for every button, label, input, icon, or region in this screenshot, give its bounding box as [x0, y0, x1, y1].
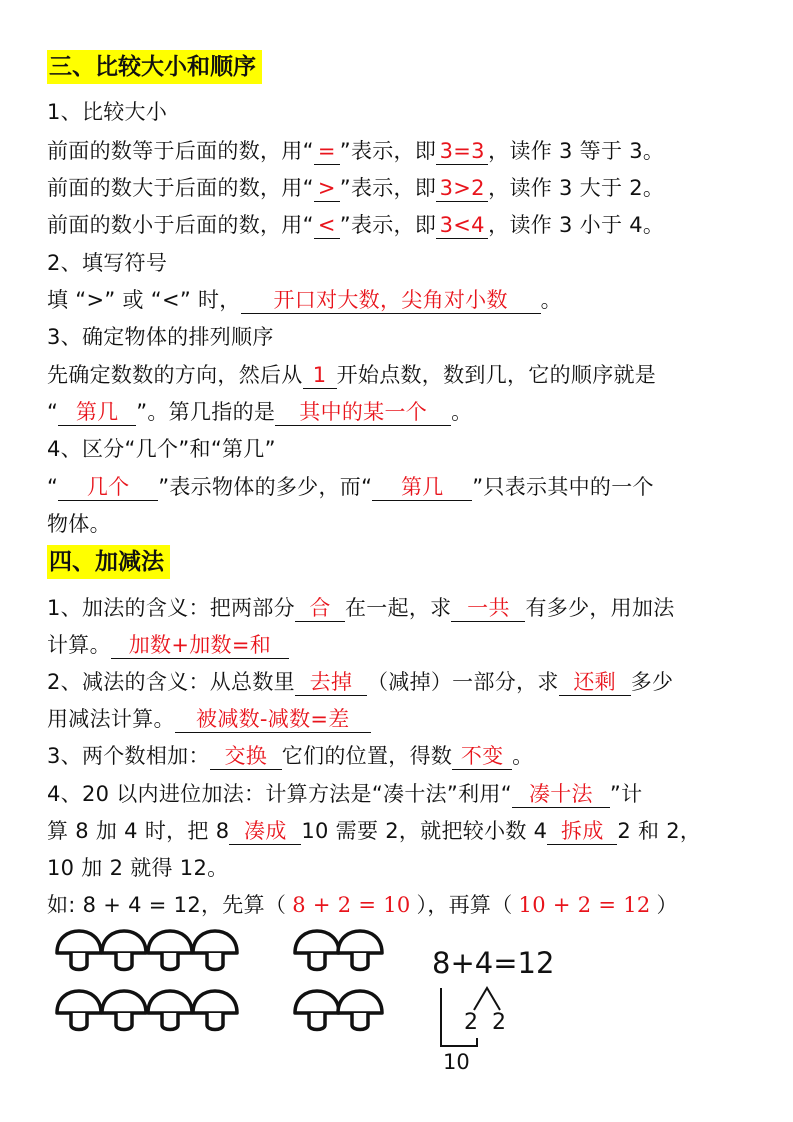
line-text: （减掉）一部分，求 — [366, 670, 559, 694]
answer-blank: > — [314, 175, 340, 202]
sub2-title: 2、填写符号 — [47, 251, 168, 275]
line-text: 填 “>” 或 “<” 时， — [47, 288, 241, 312]
mushroom-illustration — [0, 925, 793, 1095]
split-lines — [474, 988, 500, 1010]
answer-blank: 还剩 — [559, 669, 631, 696]
fill-symbol-line — [47, 285, 562, 315]
mushroom-icon — [102, 931, 146, 970]
line-text: 在一起，求 — [344, 596, 452, 620]
line-text: 有多少，用加法 — [525, 596, 675, 620]
answer-blank: 几个 — [58, 474, 158, 501]
addition-line-1 — [47, 593, 675, 623]
sub3-title: 3、确定物体的排列顺序 — [47, 325, 274, 349]
carry-line-3: 10 加 2 就得 12。 — [47, 856, 229, 880]
row-text: ，读作 3 等于 3。 — [488, 139, 665, 163]
answer-blank: 交换 — [210, 743, 282, 770]
example-equation: 8+4=12 — [432, 946, 555, 980]
line-text: 3、两个数相加： — [47, 744, 210, 768]
line-text: 先确定数数的方向，然后从 — [47, 363, 303, 387]
answer-blank: < — [314, 212, 340, 239]
eq-row-less — [47, 210, 664, 240]
answer-blank: 3=3 — [436, 138, 488, 165]
sub4-title: 4、区分“几个”和“第几” — [47, 437, 276, 461]
sub1-title: 1、比较大小 — [47, 100, 168, 124]
line-text: 多少 — [630, 670, 674, 694]
answer-blank: 加数+加数=和 — [111, 632, 289, 659]
carry-line-2 — [47, 816, 701, 846]
mushroom-icon — [193, 931, 237, 970]
split-right-number: 2 — [492, 1010, 506, 1035]
subtraction-line-2 — [47, 704, 371, 734]
answer-text: 8 + 2 = 10 — [292, 893, 411, 917]
commutative-line — [47, 741, 533, 771]
example-line — [47, 890, 678, 920]
row-text: ”表示，即 — [339, 176, 437, 200]
mushroom-icon — [57, 931, 101, 970]
eq-row-greater — [47, 173, 664, 203]
line-text: 1、加法的含义：把两部分 — [47, 596, 295, 620]
line-text: 2 和 2， — [617, 819, 702, 843]
answer-blank: = — [314, 138, 340, 165]
row-text: 前面的数等于后面的数，用“ — [47, 139, 314, 163]
line-text: 。 — [540, 288, 562, 312]
row-text: 前面的数小于后面的数，用“ — [47, 213, 314, 237]
line-text: ） — [656, 893, 678, 917]
line-text: 。 — [512, 744, 534, 768]
distinguish-line-1 — [47, 472, 654, 502]
line-text: 用减法计算。 — [47, 707, 175, 731]
line-text: 开始点数，数到几，它的顺序就是 — [336, 363, 657, 387]
answer-blank: 去掉 — [295, 669, 367, 696]
answer-blank: 合 — [295, 595, 345, 622]
mushroom-icon — [148, 931, 192, 970]
line-text: 它们的位置，得数 — [281, 744, 453, 768]
answer-blank: 凑十法 — [512, 781, 610, 808]
answer-blank: 被减数-减数=差 — [175, 706, 371, 733]
answer-blank: 3>2 — [436, 175, 488, 202]
line-text: ”计 — [609, 782, 643, 806]
line-text: 4、20 以内进位加法：计算方法是“凑十法”利用“ — [47, 782, 512, 806]
order-line-2 — [47, 397, 472, 427]
carry-line-1 — [47, 779, 642, 809]
line-text: “ — [47, 475, 59, 499]
answer-blank: 不变 — [452, 743, 512, 770]
mushroom-icon — [57, 991, 101, 1030]
section4-heading: 四、加减法 — [47, 545, 170, 579]
mushroom-icon — [102, 991, 146, 1030]
answer-blank: 3<4 — [436, 212, 488, 239]
addition-line-2 — [47, 630, 289, 660]
answer-blank: 第几 — [58, 399, 136, 426]
answer-blank: 一共 — [451, 595, 525, 622]
answer-blank: 开口对大数，尖角对小数 — [241, 287, 541, 314]
row-text: ，读作 3 大于 2。 — [488, 176, 665, 200]
mushroom-icon — [338, 931, 382, 970]
line-text: ），再算（ — [416, 893, 513, 917]
ten-label: 10 — [443, 1050, 470, 1074]
order-line-1 — [47, 360, 656, 390]
answer-blank: 其中的某一个 — [275, 399, 451, 426]
eq-row-equal — [47, 136, 664, 166]
line-text: 10 需要 2，就把较小数 4 — [301, 819, 548, 843]
row-text: ”表示，即 — [339, 213, 437, 237]
answer-text: 10 + 2 = 12 — [518, 893, 651, 917]
answer-blank: 凑成 — [229, 818, 301, 845]
row-text: ”表示，即 — [339, 139, 437, 163]
line-text: 计算。 — [47, 633, 111, 657]
line-text: 算 8 加 4 时，把 8 — [47, 819, 230, 843]
line-text: ”只表示其中的一个 — [472, 475, 654, 499]
line-text: “ — [47, 400, 59, 424]
mushroom-icon — [295, 991, 339, 1030]
line-text: ”表示物体的多少，而“ — [158, 475, 373, 499]
mushroom-icon — [193, 991, 237, 1030]
mushroom-icon — [148, 991, 192, 1030]
answer-blank: 1 — [303, 362, 337, 389]
section3-heading: 三、比较大小和顺序 — [47, 50, 262, 84]
mushroom-icon — [295, 931, 339, 970]
split-left-number: 2 — [464, 1010, 478, 1035]
row-text: ，读作 3 小于 4。 — [488, 213, 665, 237]
distinguish-line-2: 物体。 — [47, 512, 111, 536]
line-text: 如: 8 + 4 = 12，先算（ — [47, 893, 287, 917]
answer-blank: 第几 — [372, 474, 472, 501]
subtraction-line-1 — [47, 667, 673, 697]
line-text: 2、减法的含义：从总数里 — [47, 670, 295, 694]
line-text: ”。第几指的是 — [136, 400, 276, 424]
mushroom-icon — [338, 991, 382, 1030]
answer-blank: 拆成 — [547, 818, 617, 845]
line-text: 。 — [451, 400, 473, 424]
row-text: 前面的数大于后面的数，用“ — [47, 176, 314, 200]
